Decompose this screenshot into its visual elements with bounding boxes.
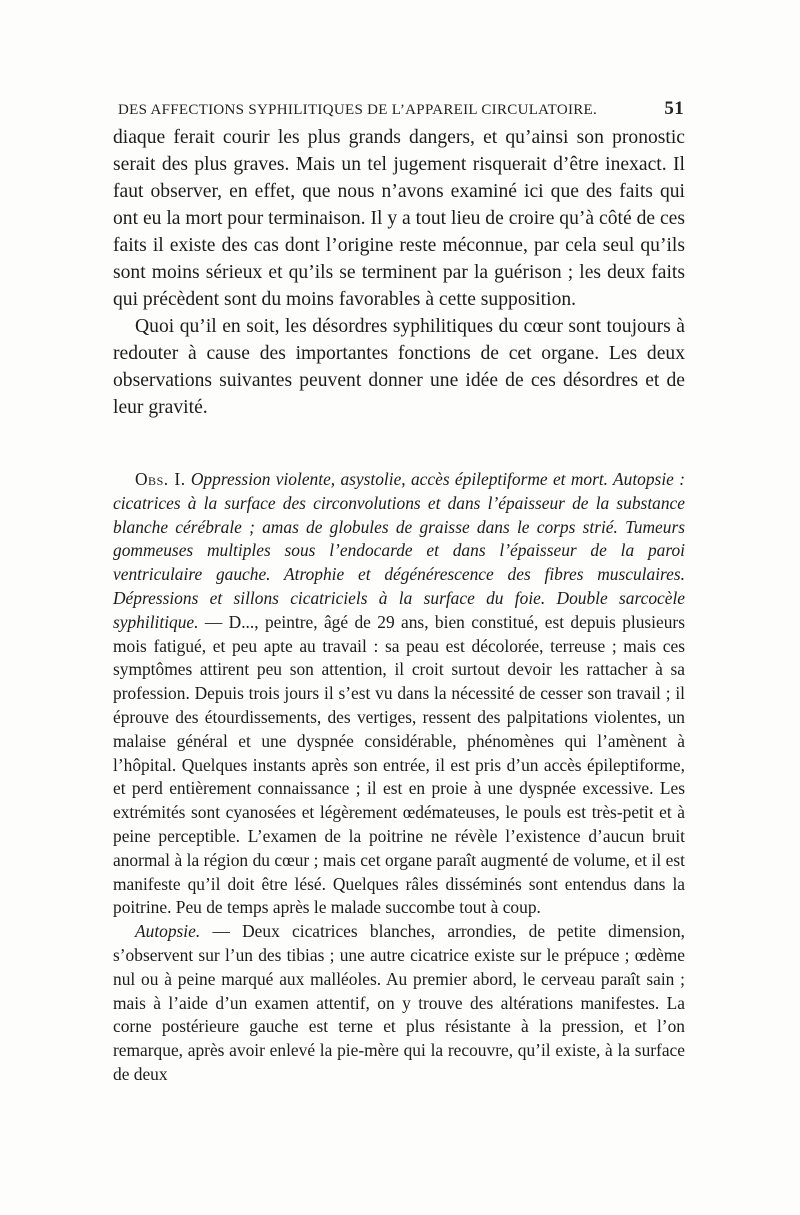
observation-case-text: D..., peintre, âgé de 29 ans, bien constitué, est depuis plusieurs mois fatigué, et peu apte au travail : sa peau est décolorée, terreuse ; mais ces symptômes attirent peu son attention, il croit surtout devoir les rattacher à sa profession. Depuis trois jours il s’est vu dans la nécessité de cesser son travail ; il éprouve des étourdissements, des vertiges, ressent des palpitations violentes, un malaise général et une dyspnée considérable, phénomènes qui l’amènent à l’hôpital. Quelques instants après son entrée, il est pris d’un accès épileptiforme, et perd entièrement connaissance ; il est en proie à une dyspnée excessive. Les extrémités sont cyanosées et légèrement œdémateuses, le pouls est très-petit et à peine perceptible. L’examen de la poitrine ne révèle l’existence d’aucun bruit anormal à la région du cœur ; mais cet organe paraît augmenté de volume, et il est manifeste qu’il doit être lésé. Quelques râles disséminés sont entendus dans la poitrine. Peu de temps après le malade succombe tout à coup. (113, 611, 685, 918)
autopsy-paragraph (113, 920, 685, 1087)
observation-dash: — (198, 611, 229, 632)
autopsy-label: Autopsie. (135, 921, 201, 942)
observation-title: Oppression violente, asystolie, accès épileptiforme et mort. Autopsie : cicatrices à la surface des circonvolutions et dans l’épaisseur de la substance blanche cérébrale ; amas de globules de graisse dans le corps strié. Tumeurs gommeuses multiples sous l’endocarde et dans l’épaisseur de la paroi ventriculaire gauche. Atrophie et dégénérescence des fibres musculaires. Dépressions et sillons cicatriciels à la surface du foie. Double sarcocèle syphilitique. (113, 469, 685, 632)
observation-label: Obs. I. (135, 469, 186, 489)
main-text (113, 124, 685, 421)
paragraph-disorders: Quoi qu’il en soit, les désordres syphilitiques du cœur sont toujours à redouter à cause des importantes fonctions de cet organe. Les deux observations suivantes peuvent donner une idée de ces désordres et de leur gravité. (113, 316, 685, 418)
observation-block (113, 468, 685, 1087)
observation-case-paragraph (113, 468, 685, 920)
page-number: 51 (664, 98, 684, 119)
paragraph-continuation: diaque ferait courir les plus grands dangers, et qu’ainsi son pronostic serait des plus graves. Mais un tel jugement risquerait d’être inexact. Il faut observer, en effet, que nous n’avons examiné ici que des faits qui ont eu la mort pour terminaison. Il y a tout lieu de croire qu’à côté de ces faits il existe des cas dont l’origine reste méconnue, par cela seul qu’ils sont moins sérieux et qu’ils se terminent par la guérison ; les deux faits qui précèdent sont du moins favorables à cette supposition. (113, 127, 685, 310)
autopsy-text: Deux cicatrices blanches, arrondies, de petite dimension, s’observent sur l’un des tibias ; une autre cicatrice existe sur le prépuce ; œdème nul ou à peine marqué aux malléoles. Au premier abord, le cerveau paraît sain ; mais à l’aide d’un examen attentif, on y trouve des altérations manifestes. La corne postérieure gauche est terne et plus résistante à la pression, et l’on remarque, après avoir enlevé la pie-mère qui la recouvre, qu’il existe, à la surface de deux (113, 921, 685, 1084)
running-title: DES AFFECTIONS SYPHILITIQUES DE L’APPAREIL CIRCULATOIRE. (118, 102, 598, 118)
running-header (118, 98, 684, 120)
autopsy-dash: — (200, 921, 243, 942)
